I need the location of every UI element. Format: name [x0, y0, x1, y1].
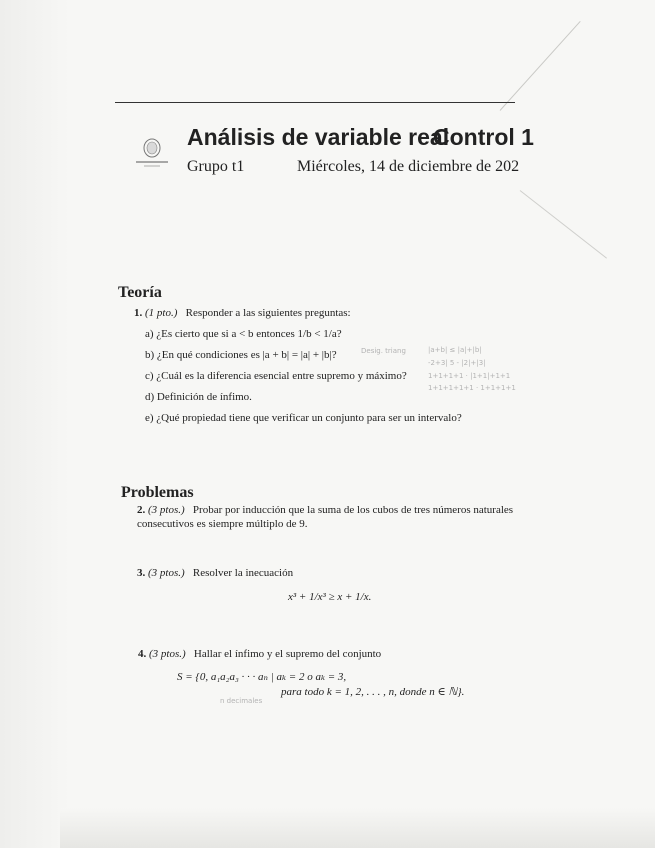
question-2: [137, 504, 513, 516]
handwritten-note: |a+b| ≤ |a|+|b|: [428, 346, 482, 354]
question-number: 4.: [138, 648, 147, 660]
question-text: Hallar el ínfimo y el supremo del conjunto: [193, 648, 382, 660]
handwritten-note: -2+3| 5 - |2|+|3|: [428, 359, 486, 367]
exam-name: Control 1: [433, 124, 534, 150]
question-3: [137, 567, 293, 579]
item-text: ¿En qué condiciones es |a + b| = |a| + |b|?: [156, 349, 337, 361]
paper-fold-line: [520, 190, 607, 259]
question-text: Responder a las siguientes preguntas:: [185, 307, 351, 319]
item-text: ¿Qué propiedad tiene que verificar un conjunto para ser un intervalo?: [156, 412, 462, 424]
question-text: Resolver la inecuación: [192, 567, 294, 579]
problems-heading: Problemas: [121, 484, 194, 501]
item-label: c): [145, 370, 154, 382]
question-points: (3 ptos.): [148, 504, 185, 516]
item-text: ¿Cuál es la diferencia esencial entre supremo y máximo?: [156, 370, 407, 382]
question-4: [138, 648, 381, 660]
question-points: (3 ptos.): [149, 648, 186, 660]
question-points: (1 pto.): [145, 307, 178, 319]
handwritten-note: Desig. triang: [361, 347, 406, 355]
list-item: [145, 412, 462, 424]
question-1: [134, 307, 351, 319]
item-text: Definición de ínfimo.: [156, 391, 252, 403]
item-label: e): [145, 412, 154, 424]
handwritten-note: n decimales: [220, 697, 263, 705]
question-text: Probar por inducción que la suma de los cubos de tres números naturales: [192, 504, 514, 516]
list-item: [145, 391, 252, 403]
set-formula-line-2: para todo k = 1, 2, . . . , n, donde n ∈ ℕ}.: [281, 686, 465, 698]
question-number: 3.: [137, 567, 146, 579]
page-left-shadow: [0, 0, 70, 848]
item-text: ¿Es cierto que si a < b entonces 1/b < 1/a?: [156, 328, 342, 340]
course-title: Análisis de variable real: [187, 124, 450, 150]
header-rule: [115, 102, 515, 103]
item-label: a): [145, 328, 154, 340]
question-points: (3 ptos.): [148, 567, 185, 579]
exam-date: Miércoles, 14 de diciembre de 202: [297, 158, 520, 175]
question-2-continued: consecutivos es siempre múltiplo de 9.: [137, 518, 308, 530]
list-item: [145, 349, 337, 361]
item-label: d): [145, 391, 155, 403]
item-label: b): [145, 349, 155, 361]
page-bottom-shadow: [60, 808, 655, 848]
handwritten-note: 1+1+1+1+1 · 1+1+1+1: [428, 384, 516, 392]
paper-fold-line: [500, 21, 581, 111]
theory-heading: Teoría: [118, 284, 162, 301]
handwritten-note: 1+1+1+1 · |1+1|+1+1: [428, 372, 511, 380]
question-number: 1.: [134, 307, 143, 319]
inequality-formula: x³ + 1/x³ ≥ x + 1/x.: [288, 591, 372, 603]
question-number: 2.: [137, 504, 146, 516]
list-item: [145, 370, 407, 382]
list-item: [145, 328, 342, 340]
group-label: Grupo t1: [187, 158, 245, 175]
set-formula-line-1: S = {0, a₁a₂a₃ · · · aₙ | aₖ = 2 o aₖ = 3,: [177, 671, 347, 683]
university-seal-icon: [134, 137, 170, 171]
